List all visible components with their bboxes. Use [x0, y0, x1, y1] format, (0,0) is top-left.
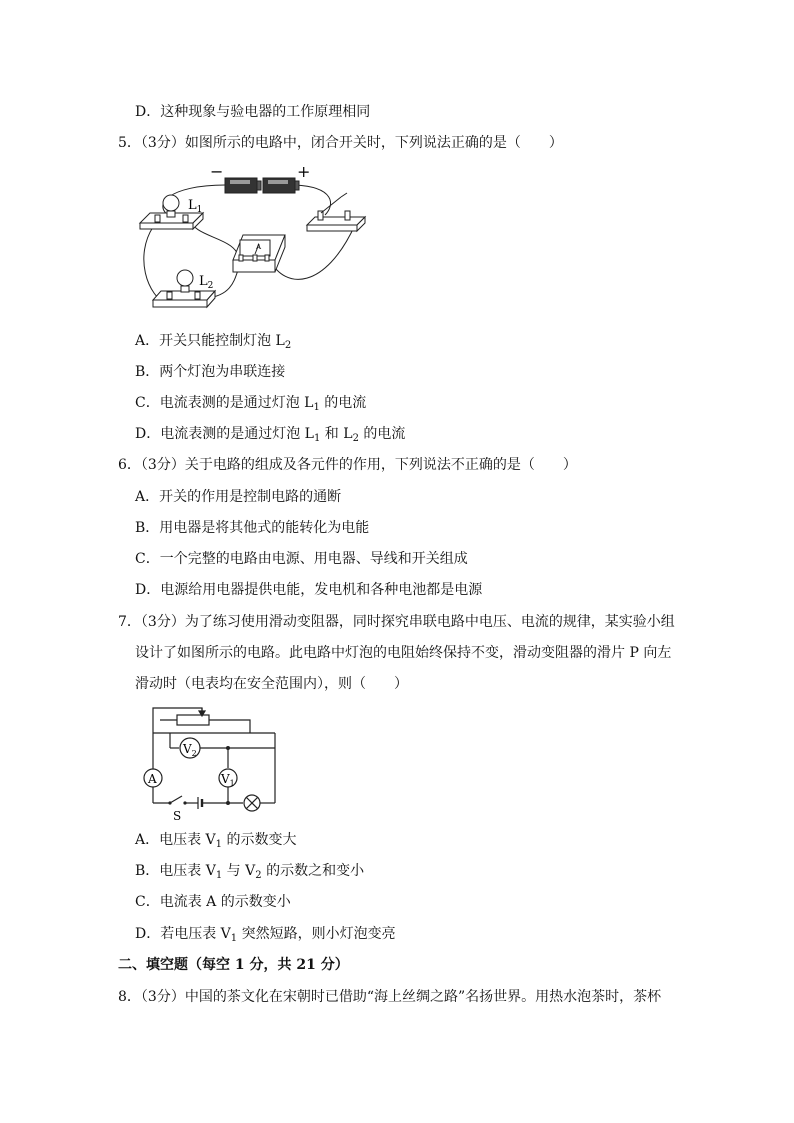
section-title: 二、填空题（每空 1 分，共 21 分） — [118, 957, 349, 973]
q5-minus-label: − — [210, 165, 224, 181]
q7-option-b: B．电压表 $V_1$ 与 $V_2$ 的示数之和变小 — [135, 863, 365, 881]
q7-stem-line1: 7．（3分）为了练习使用滑动变阻器，同时探究串联电路中电压、电流的规律，某实验小组 — [118, 614, 675, 630]
q6-option-b: B．用电器是将其他式的能转化为电能 — [135, 520, 370, 536]
q7-stem-line2: 设计了如图所示的电路。此电路中灯泡的电阻始终保持不变，滑动变阻器的滑片 P 向左 — [135, 645, 672, 661]
q8-stem: 8．（3分）中国的茶文化在宋朝时已借助“海上丝绸之路”名扬世界。用热水泡茶时，茶杯 — [118, 989, 662, 1005]
q7-v1-label: $V_1$ — [221, 772, 235, 788]
q7-option-d: D．若电压表 $V_1$ 突然短路，则小灯泡变亮 — [135, 926, 396, 944]
q7-ammeter-label: A — [148, 772, 157, 786]
q5-l1-label: $L_1$ — [188, 198, 203, 215]
q7-option-a: A．电压表 $V_1$ 的示数变大 — [135, 832, 297, 850]
q5-ammeter-label: A — [256, 243, 262, 251]
q6-option-c: C．一个完整的电路由电源、用电器、导线和开关组成 — [135, 551, 468, 567]
q6-stem: 6．（3分）关于电路的组成及各元件的作用，下列说法不正确的是（ ） — [118, 457, 577, 473]
q5-l2-label: $L_2$ — [199, 274, 214, 291]
q7-stem-line3: 滑动时（电表均在安全范围内），则（ ） — [135, 676, 408, 692]
q5-plus-label: + — [297, 165, 311, 181]
q7-switch-label: S — [173, 809, 182, 823]
q5-option-b: B．两个灯泡为串联连接 — [135, 364, 286, 380]
q7-option-c: C．电流表 A 的示数变小 — [135, 894, 291, 910]
q5-option-a: A．开关只能控制灯泡 $L_2$ — [135, 333, 292, 351]
q5-option-d: D．电流表测的是通过灯泡 $L_1$ 和 $L_2$ 的电流 — [135, 426, 406, 444]
q6-option-d: D．电源给用电器提供电能，发电机和各种电池都是电源 — [135, 582, 483, 598]
q5-stem: 5．（3分）如图所示的电路中，闭合开关时，下列说法正确的是（ ） — [118, 135, 563, 151]
q6-option-a: A．开关的作用是控制电路的通断 — [135, 489, 342, 505]
q7-circuit-figure — [140, 703, 290, 823]
q5-option-c: C．电流表测的是通过灯泡 $L_1$ 的电流 — [135, 395, 367, 413]
q5-circuit-figure — [135, 165, 370, 315]
q7-v2-label: $V_2$ — [183, 742, 197, 758]
q4-option-d: D．这种现象与验电器的工作原理相同 — [135, 104, 371, 120]
